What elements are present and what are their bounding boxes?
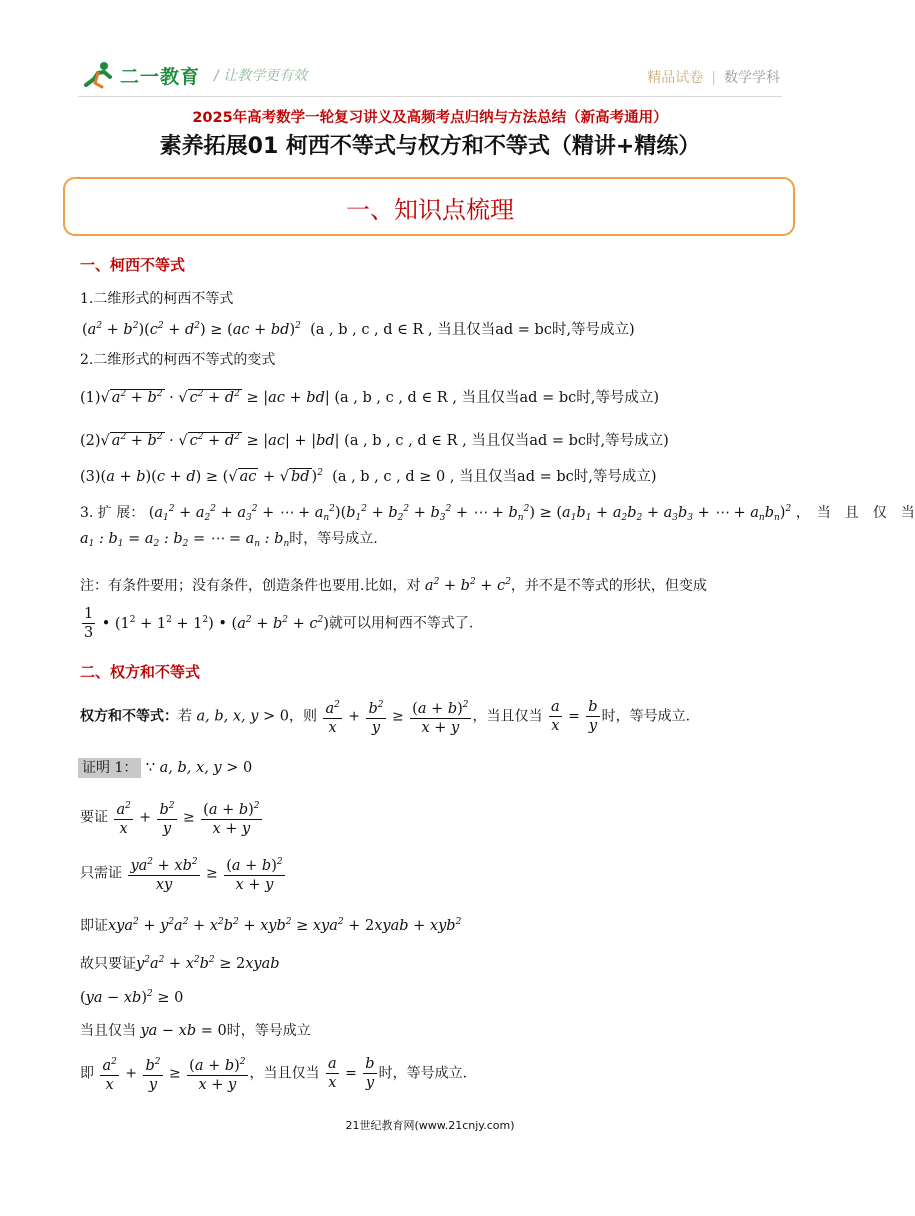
formula-variant-3-condition: (a , b , c , d ≥ 0 , 当且仅当ad = bc时,等号成立) [332, 469, 657, 485]
note-line-2: $\frac{1}{3}$ • $(1^2 + 1^2 + 1^2)$ • $(a^2 + b^2 + c^2)$就可以用柯西不等式了. [84, 606, 474, 641]
word-shi-eq: 时，等号成立 [226, 1023, 311, 1039]
proof-label: 证明 1： [78, 758, 141, 778]
formula-variant-1: (1)√ $a^2 + b^2$ · √ $c^2 + d^2 \ge |ac + bd|$ (a , b , c , d ∈ R , 当且仅当ad = bc时,等号成立) [80, 389, 660, 406]
word-zhixuzheng: 只需证 [80, 865, 122, 882]
note-part-1: 注：有条件要用；没有条件，创造条件也要用.比如，对 [80, 578, 421, 594]
formula-extension: ($a_1^2 + a_2^2 + a_3^2$ + ⋯ + $a_n^2)(b_1^2 + b_2^2 + b_3^2$ + ⋯ + $b_n^2) \ge (a_1b_1 + a_2b_2 + a_3b_3$ + ⋯ + $a_nb_n)^2$ [148, 504, 792, 523]
item-3-suffix: ， 当 且 仅 当 [795, 505, 915, 521]
formula-variant-3: (3)(a + b)(c + d) ≥ (√ ac + √ bd )$^2$ (a , b , c , d ≥ 0 , 当且仅当ad = bc时,等号成立) [80, 468, 657, 485]
header-right [647, 67, 780, 87]
header-separator: | [711, 70, 716, 86]
header-label: 精品试卷 [647, 70, 704, 86]
proof-1-line: 证明 1： ∵ a, b, x, y > 0 [78, 757, 252, 777]
eq-tail-2: 时，等号成立. [378, 1065, 468, 1082]
item-3-condition: $a_1$ : $b_1 = a_2$ : $b_2$ = ⋯ = $a_n$ : $b_n$时，等号成立. [80, 531, 378, 549]
word-dangqiejindang: 当且仅当 [80, 1023, 136, 1039]
runner-logo-icon [82, 61, 116, 89]
formula-variant-2: (2)√ $a^2 + b^2$ · √ $c^2 + d^2 \ge |ac| + |bd|$ (a , b , c , d ∈ R , 当且仅当ad = bc时,等号成立) [80, 432, 669, 449]
word-yaozheng: 要证 [80, 809, 108, 826]
word-when-2: ，当且仅当 [249, 1065, 320, 1082]
proof-step-6: 当且仅当 ya − xb = 0时，等号成立 [80, 1023, 311, 1039]
word-ji: 即 [80, 1065, 94, 1082]
item-2: 2.二维形式的柯西不等式的变式 [80, 352, 276, 368]
note-line-1: 注：有条件要用；没有条件，创造条件也要用.比如，对 $a^2 + b^2 + c^2$，并不是不等式的形状，但变成 [80, 577, 707, 594]
section-heading-power-mean: 二、权方和不等式 [80, 663, 201, 681]
item-1: 1.二维形式的柯西不等式 [80, 291, 234, 307]
proof-step-5: (ya − xb)$^2$ ≥ 0 [80, 989, 184, 1006]
document-title: 素养拓展01 柯西不等式与权方和不等式（精讲+精练） [159, 134, 701, 159]
header-logo [82, 60, 307, 90]
word-guzhiyaozheng: 故只要证 [80, 956, 136, 972]
page-footer: 21世纪教育网(www.21cnjy.com) [345, 1119, 515, 1132]
power-mean-statement: 权方和不等式：若 a, b, x, y > 0，则 $\frac{a^2}{x}$ + $\frac{b^2}{y}$ ≥ $\frac{(a + b)^2}{x + y}$ ，当且仅当 $\frac{a}{x}$ = $\frac{b}{y}$ 时，等号成立. [80, 696, 690, 737]
header-divider [78, 96, 782, 97]
word-jizheng: 即证 [80, 918, 108, 934]
section-box-title: 一、知识点梳理 [346, 196, 514, 224]
proof-step-2: 只需证 $\frac{ya^2 + xb^2}{xy}$ ≥ $\frac{(a + b)^2}{x + y}$ [80, 853, 287, 894]
note-part-2: ，并不是不等式的形状，但变成 [510, 578, 707, 594]
formula-cauchy-2d: $(a^2 + b^2)(c^2 + d^2) \ge (ac + bd)^2$ (a , b , c , d ∈ R , 当且仅当ad = bc时,等号成立) [82, 321, 635, 338]
proof-conclusion: 即 $\frac{a^2}{x}$ + $\frac{b^2}{y}$ ≥ $\frac{(a + b)^2}{x + y}$ ，当且仅当 $\frac{a}{x}$ = $\frac{b}{y}$ 时，等号成立. [80, 1053, 467, 1094]
word-ze: ，则 [289, 708, 317, 725]
section-heading-cauchy: 一、柯西不等式 [80, 256, 186, 274]
formula-variant-1-condition: (a , b , c , d ∈ R , 当且仅当ad = bc时,等号成立) [334, 390, 660, 406]
item-3-condition-tail: 时，等号成立. [289, 531, 378, 547]
proof-step-1: 要证 $\frac{a^2}{x}$ + $\frac{b^2}{y}$ ≥ $\frac{(a + b)^2}{x + y}$ [80, 797, 264, 838]
formula-cauchy-2d-condition: (a , b , c , d ∈ R , 当且仅当ad = bc时,等号成立) [310, 322, 635, 338]
proof-step-3: 即证$xya^2 + y^2a^2 + x^2b^2 + xyb^2 \ge xya^2$ + 2xyab + xyb$^2$ [80, 917, 462, 934]
logo-name: 二一教育 [120, 65, 201, 88]
logo-slogan: / 让教学更有效 [214, 68, 308, 84]
proof-step-4: 故只要证$y^2a^2 + x^2b^2$ ≥ 2xyab [80, 955, 280, 972]
item-3 [80, 502, 915, 523]
eq-tail: 时，等号成立. [601, 708, 691, 725]
word-when: ，当且仅当 [472, 708, 543, 725]
power-mean-label: 权方和不等式： [80, 708, 178, 725]
document-subtitle: 2025年高考数学一轮复习讲义及高频考点归纳与方法总结（新高考通用） [192, 110, 668, 126]
formula-variant-2-condition: (a , b , c , d ∈ R , 当且仅当ad = bc时,等号成立) [344, 433, 669, 449]
header-subject: 数学学科 [724, 70, 780, 86]
item-3-prefix: 3. 扩 展： [80, 505, 145, 521]
note-part-3: 就可以用柯西不等式了. [328, 615, 474, 632]
word-ruo: 若 [178, 708, 192, 725]
